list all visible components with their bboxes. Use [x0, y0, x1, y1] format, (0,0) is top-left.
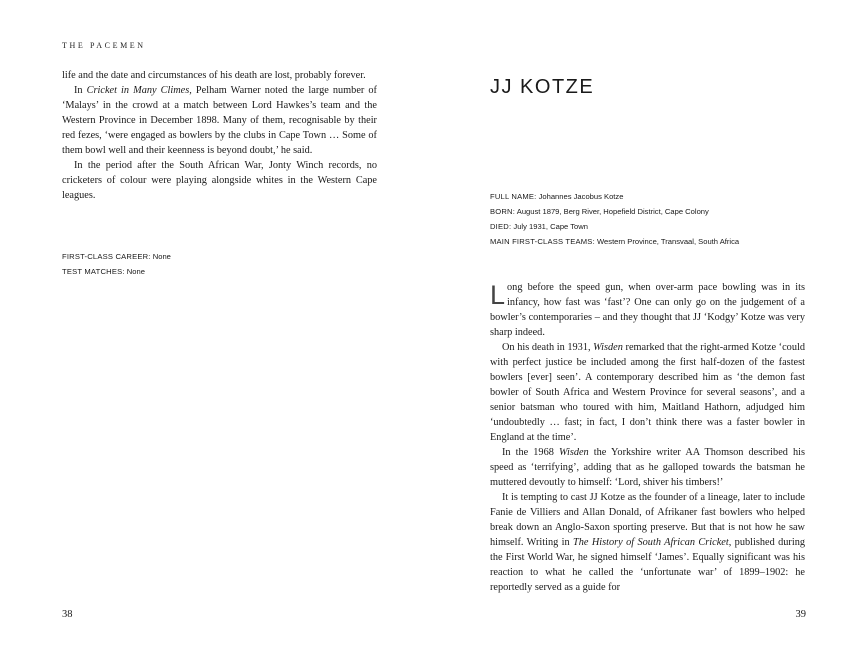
book-title: Cricket in Many Climes,	[86, 85, 192, 96]
text-run: In	[74, 85, 87, 96]
publication-title: Wisden	[593, 342, 623, 353]
stat-value: None	[126, 266, 145, 276]
meta-teams	[490, 234, 739, 249]
stat-label: FIRST-CLASS CAREER:	[62, 252, 151, 261]
paragraph: In the period after the South African War, Jonty Winch records, no cricketers of colour were playing alongside whites in the Western Cape leagues.	[62, 160, 377, 201]
stat-first-class-career	[62, 250, 171, 265]
text-run: , published during the First World War, he signed himself ‘James’. Equally significant was his reaction to what he called the ‘unfortunate war’ of 1899–1902: he reportedly served as a guide for	[490, 537, 805, 593]
meta-value: Western Province, Transvaal, South Africa	[597, 237, 740, 246]
paragraph	[490, 340, 805, 445]
text-run: Pelham Warner noted the large number of ‘Malays’ in the crowd at a match between Lord Hawkes’s team and the Western Province in December 1898. Many of them, recognisable by their red fezes, ‘were engaged as bowlers by the clubs in Cape Town … Some of them bowl well and their keenness is beyond doubt,’ he said.	[62, 85, 377, 156]
meta-died	[490, 219, 739, 234]
left-body-text	[62, 68, 377, 203]
paragraph	[62, 83, 377, 158]
paragraph	[490, 445, 805, 490]
publication-title: Wisden	[558, 447, 589, 458]
meta-value: August 1879, Berg River, Hopefield District, Cape Colony	[516, 207, 709, 216]
chapter-title: JJ KOTZE	[490, 76, 595, 98]
right-body-text	[490, 280, 805, 595]
paragraph: life and the date and circumstances of his death are lost, probably forever.	[62, 70, 366, 81]
drop-cap: L	[490, 280, 506, 310]
running-head: THE PACEMEN	[62, 41, 146, 50]
stat-label: TEST MATCHES:	[62, 266, 125, 276]
text-run: the Yorkshire writer AA Thomson described his speed as ‘terrifying’, adding that as he galloped towards the batsman he muttered devoutly to himself: ‘Lord, shiver his timbers!’	[490, 447, 805, 488]
meta-label: BORN:	[490, 207, 516, 216]
book-title: The History of South African Cricket	[573, 537, 729, 548]
meta-label: DIED:	[490, 222, 512, 231]
text-run: It is tempting to cast JJ Kotze as the founder of a lineage, later to include Fanie de Villiers and Allan Donald, of Afrikaner fast bowlers who helped break down an Anglo-Saxon sporting preserve. But that is not how he saw himself. Writing in	[490, 492, 805, 548]
meta-label: FULL NAME:	[490, 192, 537, 201]
career-stats	[62, 250, 171, 279]
paragraph	[490, 280, 805, 340]
meta-label: MAIN FIRST-CLASS TEAMS:	[490, 237, 595, 246]
stat-value: None	[152, 252, 171, 261]
meta-value: July 1931, Cape Town	[513, 222, 588, 231]
meta-born	[490, 204, 739, 219]
paragraph	[490, 490, 805, 595]
text-run: ong before the speed gun, when over-arm pace bowling was in its infancy, how fast was ‘fast’? One can only go on the judgement of a bowler’s contemporaries – and they thought that JJ ‘Kodgy’ Kotze was very sharp indeed.	[490, 282, 805, 338]
stat-test-matches	[62, 265, 171, 280]
page-number: 39	[795, 609, 806, 620]
right-page	[434, 0, 868, 664]
meta-value: Johannes Jacobus Kotze	[538, 192, 624, 201]
page-number: 38	[62, 609, 73, 620]
meta-full-name	[490, 189, 739, 204]
text-run: In the 1968	[502, 447, 559, 458]
text-run: On his death in 1931,	[502, 342, 594, 353]
text-run: remarked that the right-armed Kotze ‘could with perfect justice be included among the first half-dozen of the fastest bowlers [ever] seen’. A contemporary described him as ‘the demon fast bowler of South Africa and Western Province for several seasons’, and a senior batsman who toured with him, Maitland Hathorn, adjudged him ‘undoubtedly … fast; in fact, I don’t think there was a faster bowler in England at the time’.	[490, 342, 805, 443]
player-meta	[490, 189, 739, 249]
